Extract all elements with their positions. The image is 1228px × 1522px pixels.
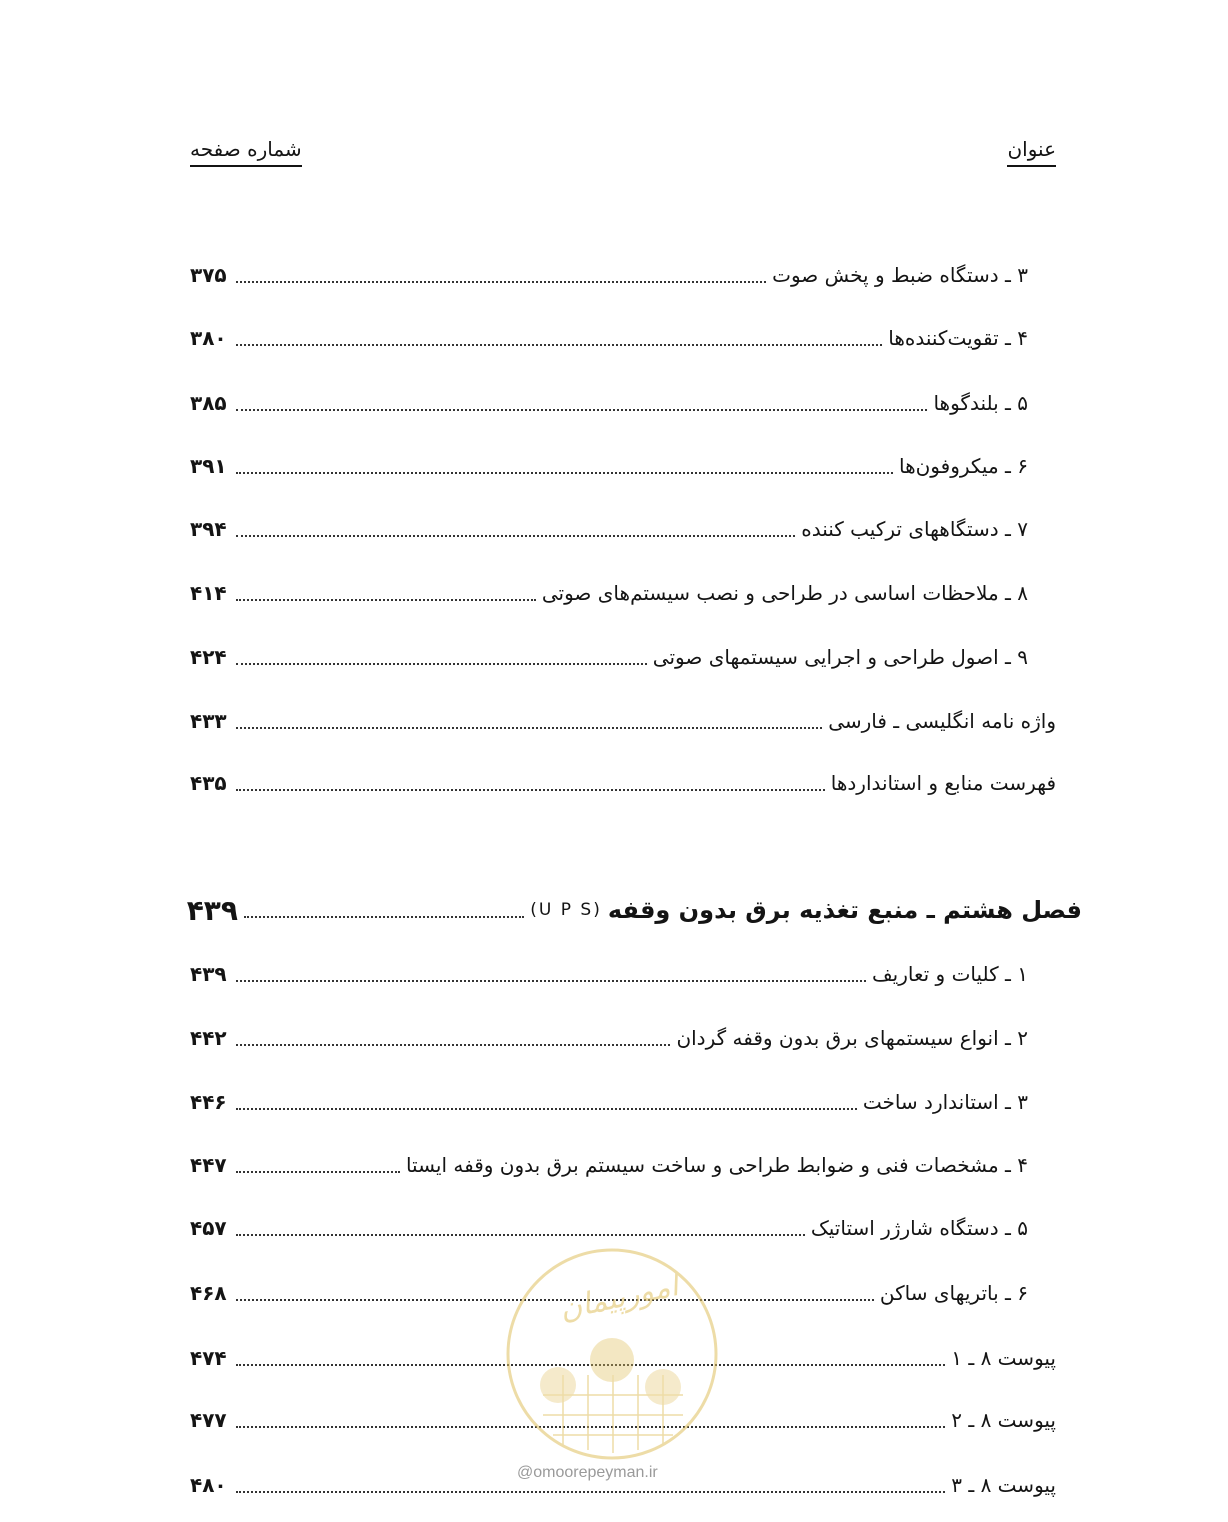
watermark-logo-icon xyxy=(503,1245,721,1463)
toc-entry-page: ۳۸۵ xyxy=(190,391,227,415)
toc-entry-page: ۴۳۳ xyxy=(190,709,227,733)
toc-entry xyxy=(190,385,1056,421)
toc-entry-label: پیوست ۸ ـ ۲ xyxy=(951,1408,1056,1432)
toc-entry-label: ۹ ـ اصول طراحی و اجرایی سیستمهای صوتی xyxy=(652,645,1028,669)
toc-entry-page: ۴۶۸ xyxy=(190,1281,227,1305)
toc-entry-label: ۶ ـ میکروفون‌ها xyxy=(898,454,1028,478)
dot-leader xyxy=(236,663,647,665)
toc-entry xyxy=(190,1210,1056,1246)
toc-entry-page: ۴۷۴ xyxy=(190,1346,227,1370)
dot-leader xyxy=(236,1234,805,1236)
toc-entry-label: واژه نامه انگلیسی ـ فارسی xyxy=(828,709,1056,733)
chapter-title: فصل هشتم ـ منبع تغذیه برق بدون وقفه xyxy=(607,896,1082,924)
svg-text:امورپیمان: امورپیمان xyxy=(556,1268,682,1328)
chapter-page: ۴۳۹ xyxy=(186,893,238,927)
toc-entry-page: ۳۸۰ xyxy=(190,326,227,350)
watermark-url: @omoorepeyman.ir xyxy=(517,1464,658,1481)
toc-entry xyxy=(190,257,1056,293)
dot-leader xyxy=(236,1044,670,1046)
toc-entry-label: ۵ ـ بلندگوها xyxy=(933,391,1028,415)
toc-entry xyxy=(190,703,1056,739)
toc-entry-label: ۳ ـ استاندارد ساخت xyxy=(862,1090,1028,1114)
toc-entry xyxy=(190,448,1056,484)
toc-entry xyxy=(190,639,1056,675)
dot-leader xyxy=(236,535,795,537)
toc-entry-page: ۴۲۴ xyxy=(190,645,227,669)
toc-entry-label: پیوست ۸ ـ ۳ xyxy=(951,1473,1056,1497)
toc-entry-page: ۴۴۲ xyxy=(190,1026,227,1050)
dot-leader xyxy=(236,1171,400,1173)
toc-entry-label: ۶ ـ باتریهای ساکن xyxy=(879,1281,1028,1305)
column-header-page-number: شماره صفحه xyxy=(190,134,302,167)
toc-entry-page: ۴۸۰ xyxy=(190,1473,227,1497)
dot-leader xyxy=(236,472,893,474)
toc-entry-label: ۵ ـ دستگاه شارژر استاتیک xyxy=(810,1216,1028,1240)
toc-entry-label: ۷ ـ دستگاههای ترکیب کننده xyxy=(801,517,1028,541)
dot-leader xyxy=(236,1108,857,1110)
toc-entry xyxy=(190,320,1056,356)
toc-entry-page: ۴۱۴ xyxy=(190,581,227,605)
dot-leader xyxy=(236,409,927,411)
toc-entry-page: ۴۷۷ xyxy=(190,1408,227,1432)
toc-entry-page: ۴۵۷ xyxy=(190,1216,227,1240)
toc-entry-label: فهرست منابع و استانداردها xyxy=(830,771,1056,795)
toc-entry-page: ۳۷۵ xyxy=(190,263,227,287)
dot-leader xyxy=(236,281,766,283)
toc-entry-label: ۸ ـ ملاحظات اساسی در طراحی و نصب سیستم‌های صوتی xyxy=(541,581,1028,605)
toc-entry-label: ۳ ـ دستگاه ضبط و پخش صوت xyxy=(772,263,1028,287)
dot-leader xyxy=(244,916,524,918)
toc-entry-label: ۲ ـ انواع سیستمهای برق بدون وقفه گردان xyxy=(676,1026,1028,1050)
toc-entry xyxy=(190,1084,1056,1120)
toc-entry-page: ۳۹۴ xyxy=(190,517,227,541)
toc-entry-page: ۴۳۹ xyxy=(190,962,227,986)
toc-entry-label: پیوست ۸ ـ ۱ xyxy=(951,1346,1056,1370)
toc-entry xyxy=(190,575,1056,611)
toc-entry-label: ۱ ـ کلیات و تعاریف xyxy=(871,962,1028,986)
dot-leader xyxy=(236,599,536,601)
toc-entry-page: ۴۳۵ xyxy=(190,771,227,795)
chapter-abbreviation: (U P S) xyxy=(530,900,602,920)
toc-entry-page: ۴۴۶ xyxy=(190,1090,227,1114)
dot-leader xyxy=(236,789,825,791)
dot-leader xyxy=(236,980,866,982)
dot-leader xyxy=(236,727,822,729)
toc-entry-label: ۴ ـ مشخصات فنی و ضوابط طراحی و ساخت سیستم برق بدون وقفه ایستا xyxy=(405,1153,1028,1177)
chapter-heading xyxy=(186,888,1082,932)
toc-entry xyxy=(190,1020,1056,1056)
column-header-title: عنوان xyxy=(1007,134,1056,167)
toc-entry-page: ۳۹۱ xyxy=(190,454,227,478)
toc-entry xyxy=(190,511,1056,547)
toc-entry-label: ۴ ـ تقویت‌کننده‌ها xyxy=(888,326,1028,350)
toc-entry xyxy=(190,1147,1056,1183)
dot-leader xyxy=(236,1491,945,1493)
dot-leader xyxy=(236,344,882,346)
toc-entry-page: ۴۴۷ xyxy=(190,1153,227,1177)
toc-entry xyxy=(190,765,1056,801)
toc-entry xyxy=(190,956,1056,992)
